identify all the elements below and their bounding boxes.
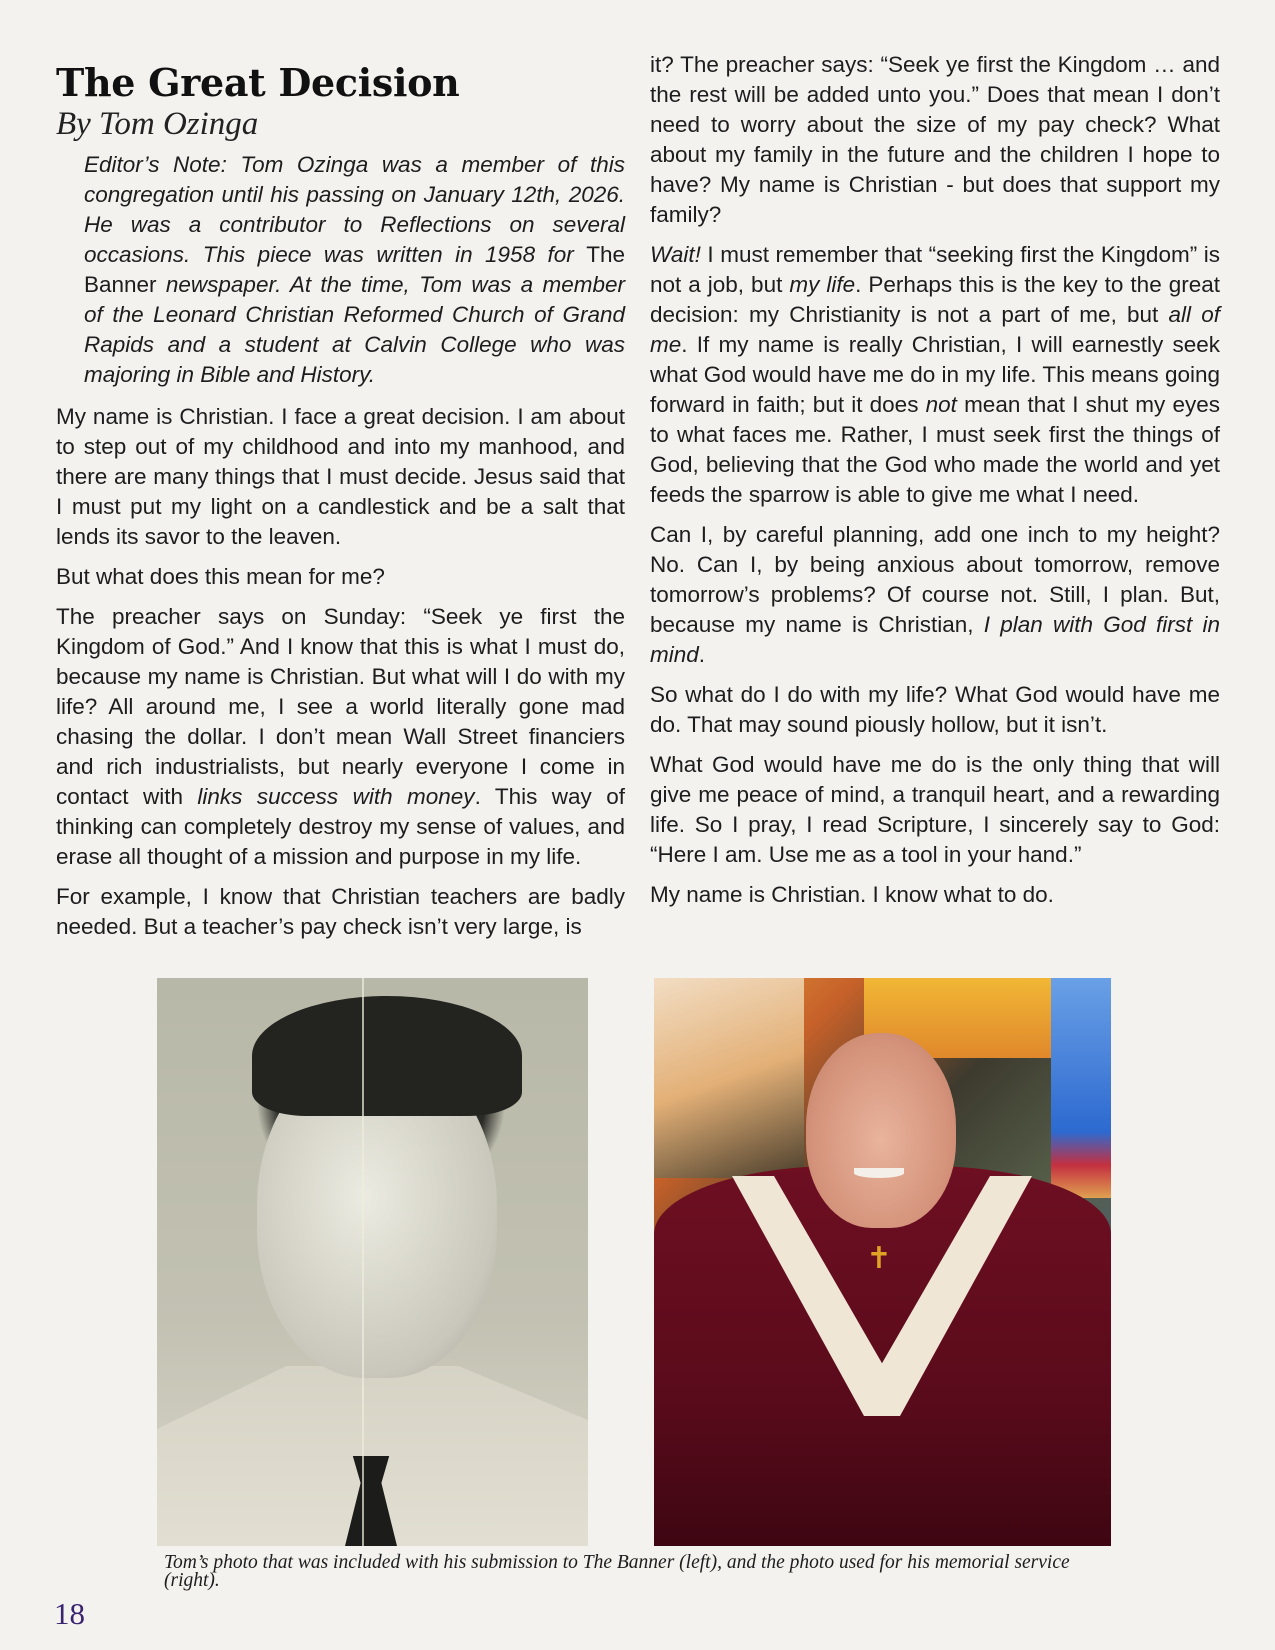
stained-glass-panel-left — [654, 978, 804, 1178]
photo-young-portrait — [157, 978, 588, 1546]
cross-emblem-icon: ✝ — [866, 1241, 892, 1276]
article-title: The Great Decision — [56, 60, 460, 105]
paragraph-5 — [650, 240, 1220, 510]
paragraph-4-start: For example, I know that Christian teachers are badly needed. But a teacher’s pay check isn’t very large, is — [56, 884, 625, 939]
editor-note — [84, 150, 625, 390]
the-banner-name-part1: The — [586, 242, 625, 267]
paragraph-3-emphasis: links success with money — [197, 784, 475, 809]
page-number: 18 — [54, 1596, 85, 1631]
paragraph-3 — [56, 602, 625, 872]
paragraph-5-text-c: . If my name is really Christian, I will earnestly seek what God would have me do in my life. This means going forward in faith; but it does — [650, 332, 1220, 417]
photo-crease — [362, 978, 364, 1546]
paragraph-3-text-cont: . This way of thinking can completely destroy my sense of values, and erase all thought of a mission and purpose in my life. — [56, 784, 625, 869]
paragraph-5-text-d: mean that I shut my eyes to what faces me. Rather, I must seek first the things of God, believing that the God who made the world and yet feeds the sparrow is able to give me what I need. — [650, 392, 1220, 507]
paragraph-5-text: I must remember that “seeking first the Kingdom” is not a job, but — [650, 242, 1220, 297]
article-byline: By Tom Ozinga — [56, 106, 259, 142]
right-column — [650, 50, 1220, 920]
paragraph-1: My name is Christian. I face a great decision. I am about to step out of my childhood and into my manhood, and there are many things that I must decide. Jesus said that I must put my light on a candlestick and be a salt that lends its savor to the leaven. — [56, 404, 625, 549]
paragraph-6-end: . — [698, 642, 706, 667]
paragraph-6-emphasis: I plan with God first in mind — [650, 612, 1220, 667]
stained-glass-panel-right — [1051, 978, 1111, 1198]
paragraph-5-emphasis-my-life: my life — [789, 272, 856, 297]
paragraph-4-cont: it? The preacher says: “Seek ye first the Kingdom … and the rest will be added unto you.” Does that mean I don’t need to worry about the size of my pay check? What about my family in the future and the children I hope to have? My name is Christian - but does that support my family? — [650, 52, 1220, 227]
photo-smile-shape — [854, 1168, 904, 1178]
paragraph-8: What God would have me do is the only thing that will give me peace of mind, a tranquil heart, and a rewarding life. So I pray, I read Scripture, I sincerely say to God: “Here I am. Use me as a tool in your hand.” — [650, 752, 1220, 867]
paragraph-7: So what do I do with my life? What God would have me do. That may sound piously hollow, but it isn’t. — [650, 682, 1220, 737]
photo-hair-shape — [252, 996, 522, 1116]
photo-memorial-portrait — [654, 978, 1111, 1546]
paragraph-3-text: The preacher says on Sunday: “Seek ye first the Kingdom of God.” And I know that this is what I must do, because my name is Christian. But what will I do with my life? All around me, I see a world literally gone mad chasing the dollar. I don’t mean Wall Street financiers and rich industrialists, but nearly everyone I come in contact with — [56, 604, 625, 809]
paragraph-5-emphasis-all-of-me: all of me — [650, 302, 1220, 357]
paragraph-5-emphasis-not: not — [925, 392, 957, 417]
paragraph-5-emphasis-wait: Wait! — [650, 242, 701, 267]
paragraph-9: My name is Christian. I know what to do. — [650, 882, 1054, 907]
paragraph-6-text: Can I, by careful planning, add one inch to my height? No. Can I, by being anxious about tomorrow, remove tomorrow’s problems? Of course not. Still, I plan. But, because my name is Christian, — [650, 522, 1220, 637]
photo-caption: Tom’s photo that was included with his submission to The Banner (left), and the photo used for his memorial service (right). — [164, 1552, 1070, 1591]
photo-head-shape — [806, 1033, 956, 1228]
editor-note-text: Editor’s Note: Tom Ozinga was a member of this congregation until his passing on January 12th, 2026. He was a contributor to Reflections on several occasions. This piece was written in 1958 for — [84, 152, 625, 267]
paragraph-2: But what does this mean for me? — [56, 564, 385, 589]
left-column — [56, 52, 625, 952]
paragraph-5-text-b: . Perhaps this is the key to the great decision: my Christianity is not a part of me, but — [650, 272, 1220, 327]
editor-note-text-cont: newspaper. At the time, Tom was a member of the Leonard Christian Reformed Church of Grand Rapids and a student at Calvin College who was majoring in Bible and History. — [84, 272, 625, 387]
the-banner-name-part2: Banner — [84, 272, 157, 297]
paragraph-6 — [650, 520, 1220, 670]
